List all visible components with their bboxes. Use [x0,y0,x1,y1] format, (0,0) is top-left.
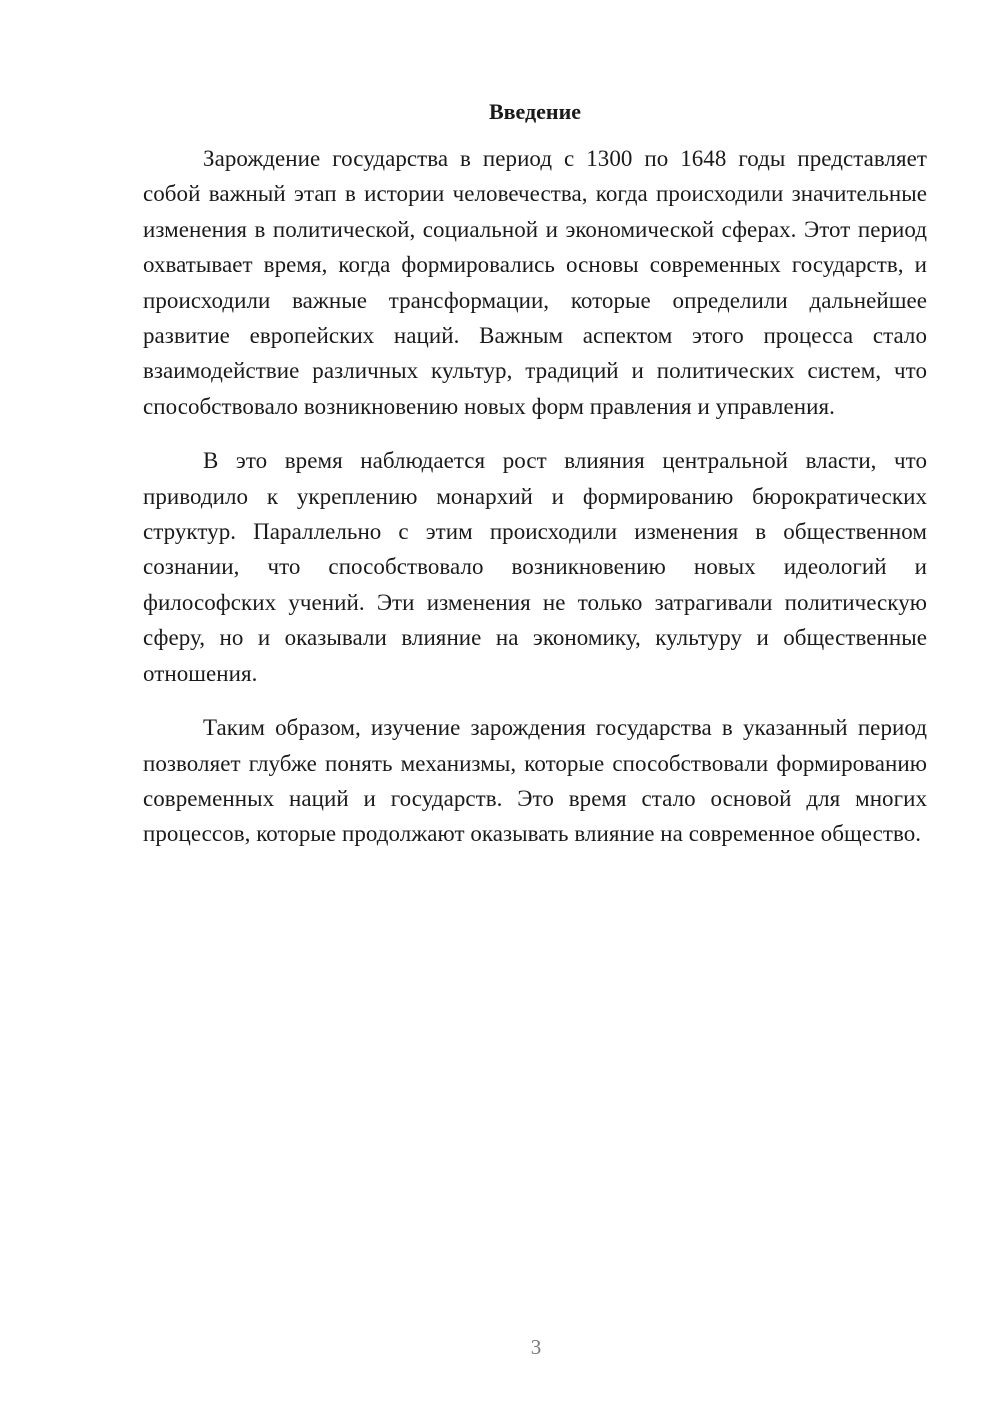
paragraph-2: В это время наблюдается рост влияния центральной власти, что приводило к укреплению монархий и формированию бюрократических структур. Параллельно с этим происходили изменения в общественном сознании, что способствовало возникновению новых идеологий и философских учений. Эти изменения не только затрагивали политическую сферу, но и оказывали влияние на экономику, культуру и общественные отношения. [143,448,927,686]
document-body [143,141,927,871]
paragraph-1: Зарождение государства в период с 1300 по 1648 годы представляет собой важный этап в истории человечества, когда происходили значительные изменения в политической, социальной и экономической сферах. Этот период охватывает время, когда формировались основы современных государств, и происходили важные трансформации, которые определили дальнейшее развитие европейских наций. Важным аспектом этого процесса стало взаимодействие различных культур, традиций и политических систем, что способствовало возникновению новых форм правления и управления. [143,146,927,419]
section-heading: Введение [488,99,582,124]
page-number: 3 [530,1335,542,1359]
paragraph-3: Таким образом, изучение зарождения государства в указанный период позволяет глубже понять механизмы, которые способствовали формированию современных наций и государств. Это время стало основой для многих процессов, которые продолжают оказывать влияние на современное общество. [143,715,927,847]
